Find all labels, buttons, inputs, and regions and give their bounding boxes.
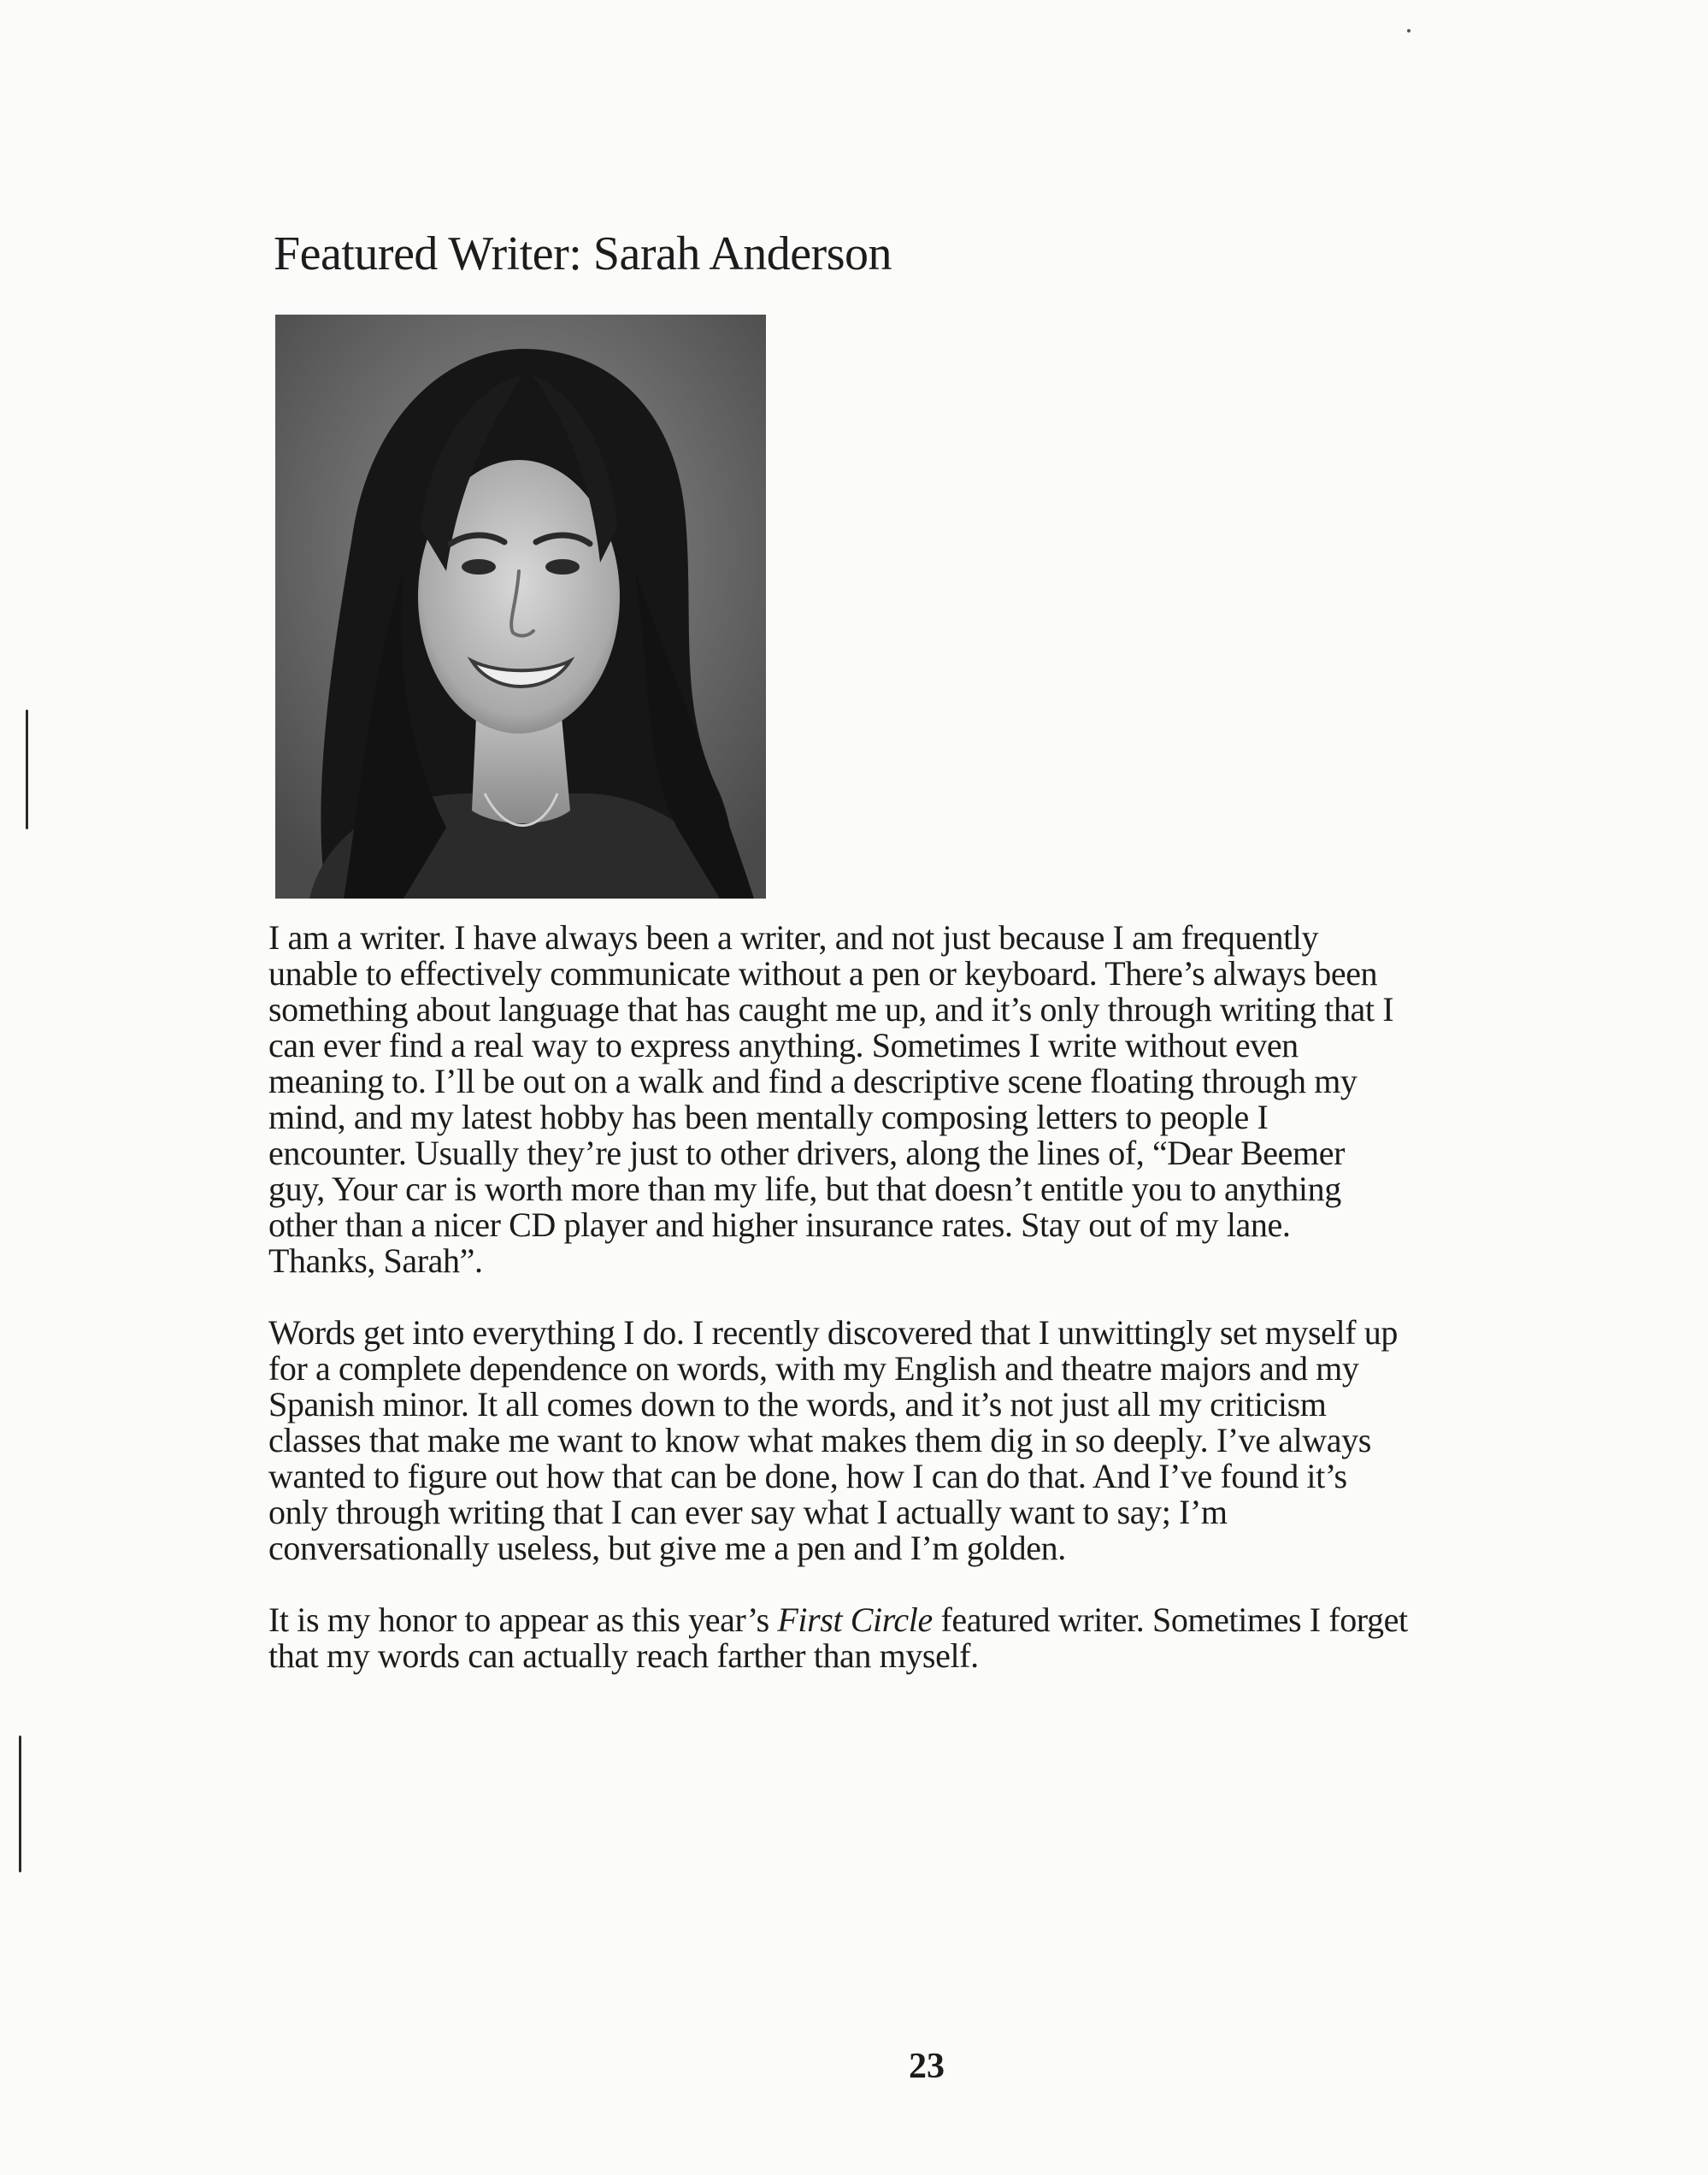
paragraph-line: other than a nicer CD player and higher insurance rates. Stay out of my lane. [268,1205,1291,1244]
paragraph-line: I am a writer. I have always been a writer, and not just because I am frequently [268,918,1319,957]
paragraph-line: encounter. Usually they’re just to other drivers, along the lines of, “Dear Beemer [268,1134,1345,1172]
paragraph-3 [268,1602,1568,1674]
paragraph-line: that my words can actually reach farther than myself. [268,1636,979,1675]
paragraph-line: Spanish minor. It all comes down to the words, and it’s not just all my criticism [268,1385,1327,1423]
binding-mark [26,710,28,829]
paragraph-line: for a complete dependence on words, with my English and theatre majors and my [268,1349,1359,1388]
paragraph-line: Thanks, Sarah”. [268,1241,483,1280]
paragraph-line: conversationally useless, but give me a pen and I’m golden. [268,1529,1066,1567]
publication-title: First Circle [777,1600,933,1639]
paragraph-line: mind, and my latest hobby has been mentally composing letters to people I [268,1098,1269,1136]
paragraph-line: only through writing that I can ever say what I actually want to say; I’m [268,1493,1228,1531]
portrait-illustration [275,315,766,899]
paragraph-line: wanted to figure out how that can be done, how I can do that. And I’ve found it’s [268,1457,1347,1495]
article-body [268,920,1568,1710]
portrait-photo [275,315,766,899]
page-title: Featured Writer: Sarah Anderson [274,227,892,280]
paragraph-line: can ever find a real way to express anything. Sometimes I write without even [268,1026,1299,1064]
paragraph-text: featured writer. Sometimes I forget [932,1600,1408,1639]
paragraph-line: guy, Your car is worth more than my life, but that doesn’t entitle you to anything [268,1170,1341,1208]
scan-speck [1407,29,1411,32]
paragraph-line: meaning to. I’ll be out on a walk and find a descriptive scene floating through my [268,1062,1358,1100]
paragraph-line: Words get into everything I do. I recently discovered that I unwittingly set myself up [268,1313,1398,1352]
paragraph-line [268,1602,1568,1638]
paragraph-2 [268,1315,1568,1566]
binding-mark [19,1736,21,1872]
paragraph-line: something about language that has caught me up, and it’s only through writing that I [268,990,1394,1029]
paragraph-line: unable to effectively communicate without a pen or keyboard. There’s always been [268,954,1378,993]
paragraph-1 [268,920,1568,1279]
page-number: 23 [909,2047,945,2086]
paragraph-line: classes that make me want to know what makes them dig in so deeply. I’ve always [268,1421,1371,1459]
paragraph-text: It is my honor to appear as this year’s [268,1600,778,1639]
